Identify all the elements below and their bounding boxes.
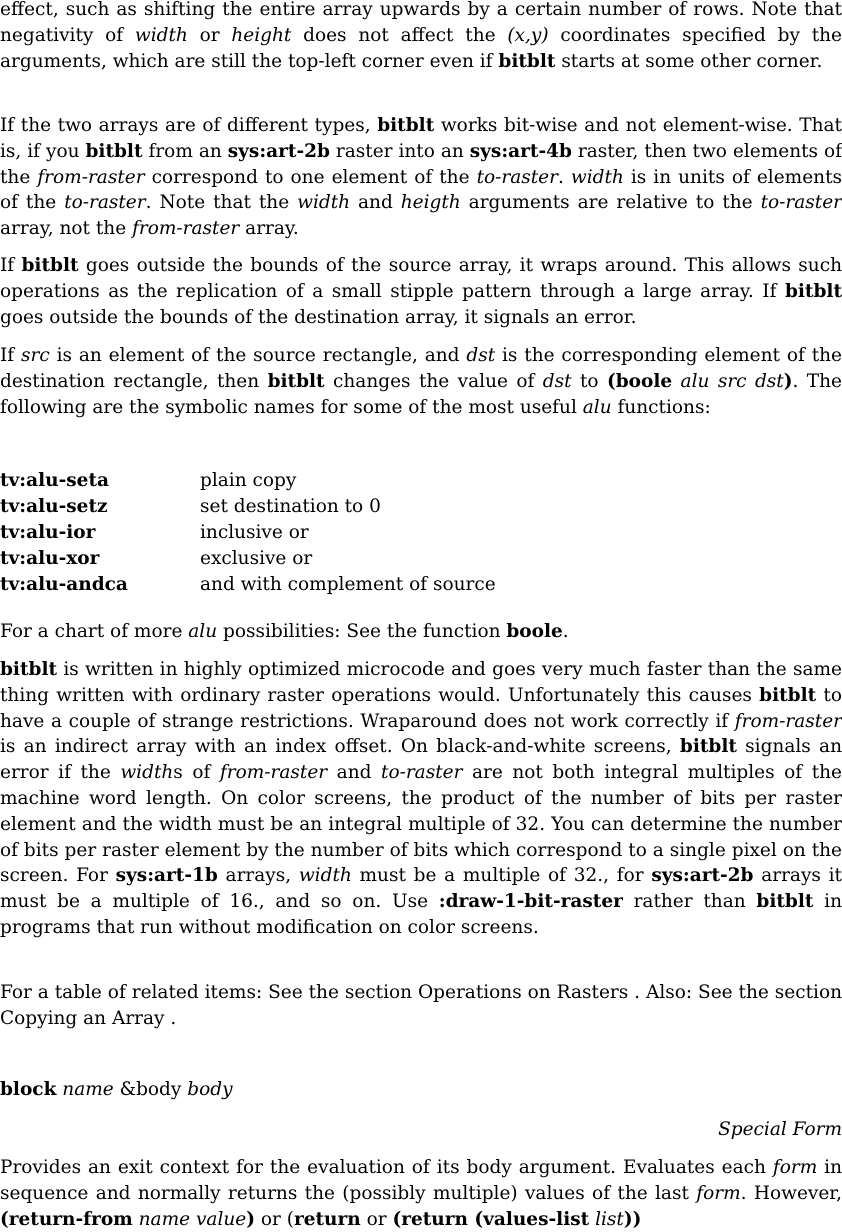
paragraph-different-types: If the two arrays are of different types, bitblt works bit-wise and not element-wise. That is, if you bitblt from an sys:art-2b raster into an sys:art-4b raster, then two elements of the from-raster correspond to one element of the to-raster. width is in units of elements of the to-raster. Note that the width and heigth arguments are relative to the to-raster array, not the from-raster array. [0,115,842,240]
paragraph-boole-reference: For a chart of more alu possibilities: See the function boole. [0,621,569,642]
paragraph-related-items [0,980,842,1032]
alu-description: and with complement of source [200,574,496,595]
paragraph-microcode-restrictions: bitblt is written in highly optimized microcode and goes very much faster than the same thing written with ordinary raster operations would. Unfortunately this causes bitblt to have a couple of strange restrictions. Wraparound does not work correctly if from-raster is an indirect array with an index offset. On black-and-white screens, bitblt signals an error if the widths of from-raster and to-raster are not both integral multiples of the machine word length. On color screens, the product of the number of bits per raster element and the width must be an integral multiple of 32. You can determine the number of bits per raster element by the number of bits which correspond to a single pixel on the screen. For sys:art-1b arrays, width must be a multiple of 32., for sys:art-2b arrays it must be a multiple of 16., and so on. Use :draw-1-bit-raster rather than bitblt in programs that run without modification on color screens. [0,659,842,938]
alu-description: set destination to 0 [200,496,381,517]
entry-type-label: Special Form [718,1119,842,1140]
alu-description: exclusive or [200,548,313,569]
function-name: block [0,1079,57,1100]
paragraph-negative-extent: effect, such as shifting the entire array upwards by a certain number of rows. Note that negativity of width or height does not affect the (x,y) coordinates specified by the arguments, which are still the top-left corner even if bitblt starts at some other corner. [0,0,842,72]
alu-description: plain copy [200,470,297,491]
paragraph-wraparound: If bitblt goes outside the bounds of the source array, it wraps around. This allows such operations as the replication of a small stipple pattern through a large array. If bitblt goes outside the bounds of the destination array, it signals an error. [0,255,842,328]
paragraph-block-description: Provides an exit context for the evaluation of its body argument. Evaluates each form in sequence and normally returns the (possibly multiple) values of the last form. However, (return-from name value) or (return or (return (values-list list)) [0,1157,842,1230]
paragraph-alu-intro: If src is an element of the source rectangle, and dst is the corresponding element of the destination rectangle, then bitblt changes the value of dst to (boole alu src dst). The following are the symbolic names for some of the most useful alu functions: [0,345,842,418]
block-entry-heading: block name &body body [0,1079,233,1100]
related-items-text[interactable]: For a table of related items: See the section Operations on Rasters . Also: See the section Copying an Array . [0,982,842,1029]
alu-name: tv:alu-andca [0,574,128,595]
alu-description: inclusive or [200,522,309,543]
alu-name: tv:alu-ior [0,522,96,543]
boole-link[interactable]: boole [506,621,563,642]
alu-name: tv:alu-setz [0,496,108,517]
alu-name: tv:alu-xor [0,548,100,569]
alu-name: tv:alu-seta [0,470,109,491]
